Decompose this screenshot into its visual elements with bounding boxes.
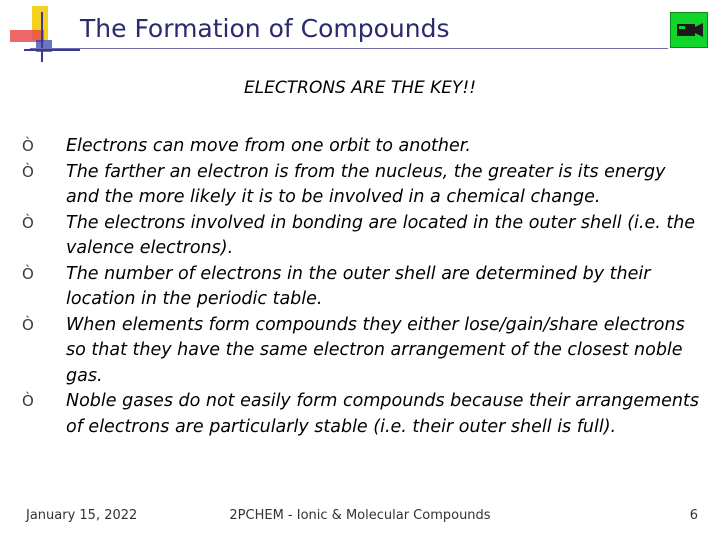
slide-title: The Formation of Compounds: [80, 14, 450, 43]
bullet-item: [22, 389, 702, 440]
bullet-text: Noble gases do not easily form compounds because their arrangements of electrons are particularly stable (i.e. their outer shell is full).: [66, 391, 699, 437]
bullet-icon: Ò: [22, 392, 34, 410]
bullet-text: Electrons can move from one orbit to another.: [66, 136, 471, 156]
bullet-text: The electrons involved in bonding are located in the outer shell (i.e. the valence electrons).: [66, 212, 696, 258]
bullet-item: [22, 262, 702, 313]
title-divider: [30, 48, 668, 49]
bullet-text: When elements form compounds they either lose/gain/share electrons so that they have the same electron arrangement of the closest noble gas.: [66, 314, 685, 386]
bullet-icon: Ò: [22, 264, 34, 283]
slide-subtitle: ELECTRONS ARE THE KEY!!: [243, 78, 477, 98]
bullet-text: The farther an electron is from the nucleus, the greater is its energy and the more likely it is to be involved in a chemical change.: [66, 161, 666, 207]
bullet-list: [22, 134, 702, 440]
bullet-item: [22, 211, 702, 262]
bullet-icon: Ò: [22, 137, 34, 155]
footer-date: January 15, 2022: [26, 508, 138, 523]
bullet-item: [22, 134, 702, 160]
bullet-icon: Ò: [22, 315, 34, 334]
bullet-text: The number of electrons in the outer shell are determined by their location in the periodic table.: [66, 263, 651, 309]
bullet-icon: Ò: [22, 213, 34, 232]
title-decoration-graphic: [10, 6, 80, 64]
page-number: 6: [689, 508, 698, 523]
video-camera-icon: [675, 18, 705, 42]
bullet-icon: Ò: [22, 162, 34, 181]
video-nav-button[interactable]: [670, 12, 708, 48]
footer-course: 2PCHEM - Ionic & Molecular Compounds: [229, 508, 491, 523]
bullet-item: [22, 160, 702, 211]
bullet-item: [22, 313, 702, 390]
